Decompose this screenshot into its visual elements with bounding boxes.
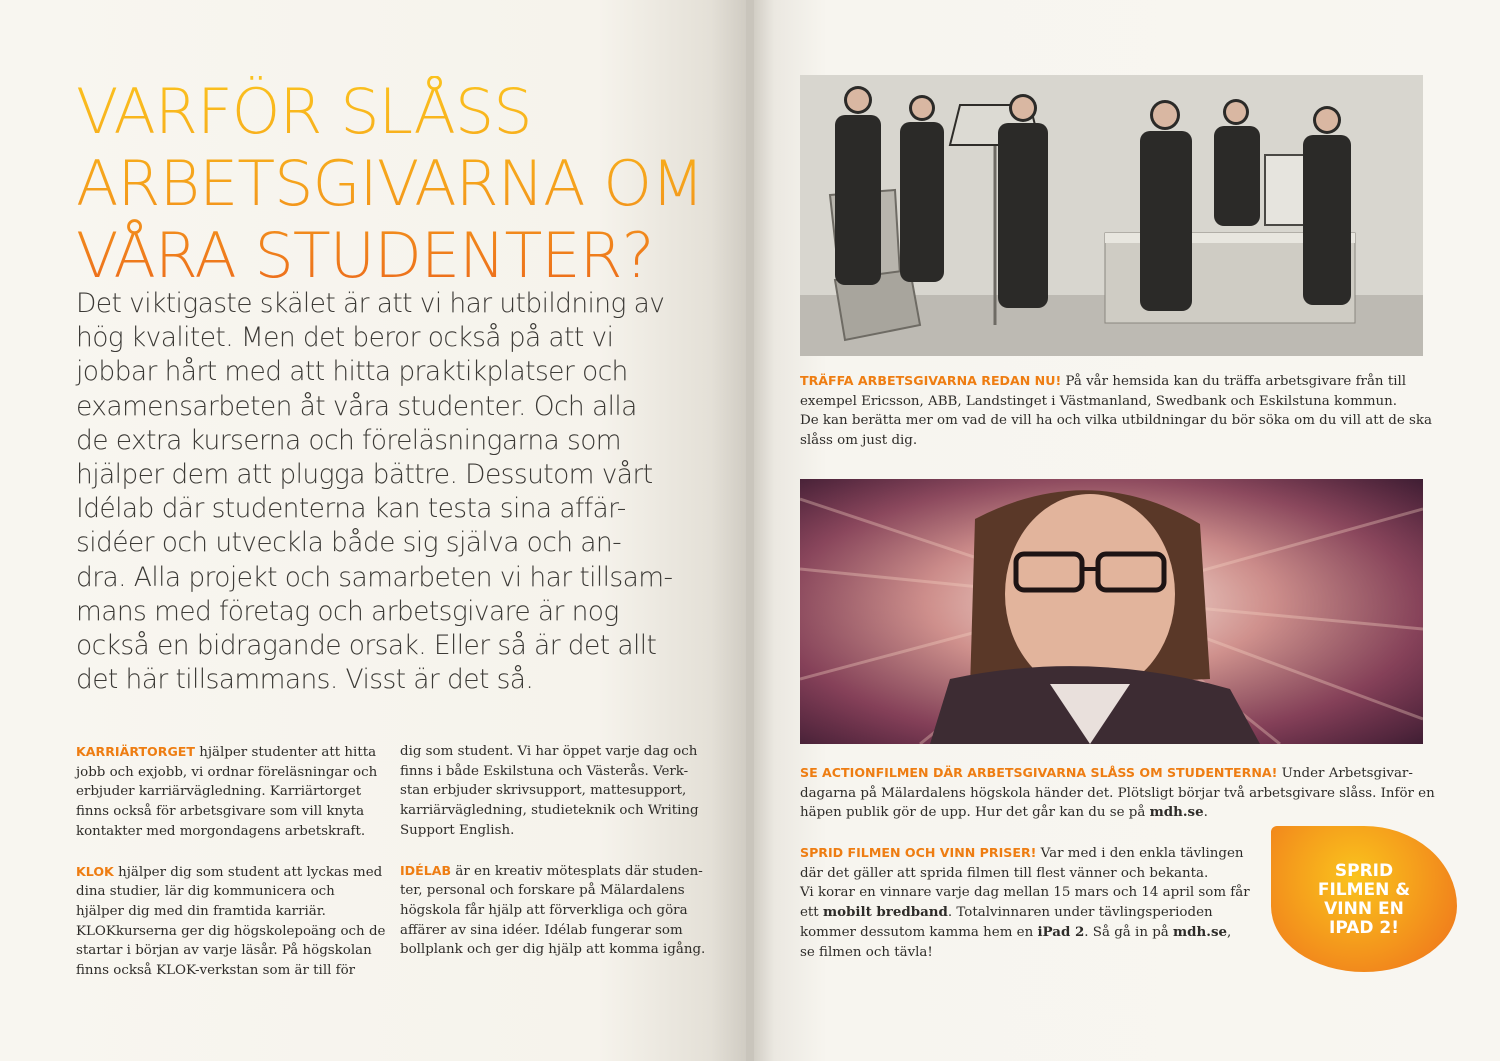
- text-line: . Totalvinnaren under tävlingsperioden: [947, 905, 1213, 921]
- text-line: På vår hemsida kan du träffa arbetsgivare från till: [1061, 374, 1407, 389]
- text-line: stan erbjuder skrivsupport, mattesupport,: [400, 783, 687, 799]
- lead-line: Idélab där studenterna kan testa sina affär-: [76, 493, 626, 525]
- lead-line: de extra kurserna och föreläsningarna som: [76, 424, 622, 456]
- text-line: dagarna på Mälardalens högskola händer det. Plötsligt börjar två arbetsgivare slåss. Inför en: [800, 785, 1435, 801]
- text-line: ,: [1227, 924, 1232, 940]
- actionfilm-paragraph: [800, 763, 1440, 823]
- text-line: finns också för arbetsgivare som vill knyta: [76, 804, 365, 820]
- headline-line: VARFÖR SLÅSS: [76, 75, 532, 148]
- text-line: finns i både Eskilstuna och Västerås. Verk-: [400, 763, 689, 779]
- employers-group-photo: [800, 75, 1423, 356]
- lead-line: det här tillsammans. Visst är det så.: [76, 664, 534, 696]
- text-line: högskola får hjälp att förverkliga och göra: [400, 902, 688, 918]
- text-line: slåss om just dig.: [800, 433, 918, 449]
- lead-line: mans med företag och arbetsgivare är nog: [76, 595, 619, 627]
- lead-line: hög kvalitet. Men det beror också på att vi: [76, 322, 614, 354]
- text-line: ter, personal och forskare på Mälardalens: [400, 883, 685, 899]
- text-line: se filmen och tävla!: [800, 944, 933, 960]
- text-line: Under Arbetsgivar-: [1277, 766, 1413, 781]
- text-line: karriärvägledning, studieteknik och Writing: [400, 803, 699, 819]
- actionfilm-keyword: SE ACTIONFILMEN DÄR ARBETSGIVARNA SLÅSS OM STUDENTERNA!: [800, 765, 1278, 780]
- text-line: bollplank och ger dig hjälp att komma igång.: [400, 942, 706, 958]
- bold-text: mobilt bredband: [822, 904, 948, 921]
- text-line: .: [1203, 805, 1208, 821]
- action-film-photo: [800, 479, 1423, 744]
- text-line: Vi korar en vinnare varje dag mellan 15 mars och 14 april som får: [800, 885, 1250, 901]
- idelab-keyword: IDÉLAB: [400, 862, 452, 878]
- lead-line: examensarbeten åt våra studenter. Och alla: [76, 390, 637, 422]
- headline-line: VÅRA STUDENTER?: [76, 219, 654, 292]
- text-line: kontakter med morgondagens arbetskraft.: [76, 823, 366, 839]
- employers-illustration: [800, 75, 1423, 356]
- lead-line: sidéer och utveckla både sig själva och an-: [76, 527, 622, 559]
- left-column: [76, 742, 386, 1001]
- badge-text: [1271, 862, 1457, 938]
- text-line: Support English.: [400, 822, 515, 838]
- text-line: hjälper studenter att hitta: [195, 745, 377, 760]
- bold-text: iPad 2: [1037, 923, 1085, 940]
- badge-line: SPRID: [1334, 861, 1394, 881]
- text-line: dig som student. Vi har öppet varje dag och: [400, 744, 698, 759]
- text-line: Var med i den enkla tävlingen: [1036, 846, 1244, 861]
- karriartorget-paragraph: [76, 742, 376, 842]
- text-line: De kan berätta mer om vad de vill ha och vilka utbildningar du bör söka om du vill att de ska: [800, 413, 1433, 429]
- text-line: där det gäller att sprida filmen till flest vänner och bekanta.: [800, 865, 1209, 881]
- traffa-keyword: TRÄFFA ARBETSGIVARNA REDAN NU!: [800, 373, 1062, 388]
- lead-line: också en bidragande orsak. Eller så är det allt: [76, 630, 657, 662]
- klok-continued-paragraph: [400, 742, 700, 841]
- text-line: exempel Ericsson, ABB, Landstinget i Västmanland, Swedbank och Eskilstuna kommun.: [800, 393, 1398, 409]
- text-line: dina studier, lär dig kommunicera och: [76, 884, 335, 900]
- lead-paragraph: [76, 287, 676, 697]
- badge-line: VINN EN: [1324, 899, 1404, 919]
- text-line: kommer dessutom kamma hem en: [800, 924, 1038, 940]
- lead-line: jobbar hårt med att hitta praktikplatser och: [76, 356, 628, 388]
- idelab-paragraph: [400, 861, 706, 961]
- klok-paragraph: [76, 862, 386, 981]
- mdh-link: mdh.se: [1173, 923, 1228, 940]
- lead-line: hjälper dem att plugga bättre. Dessutom vårt: [76, 459, 653, 491]
- text-line: KLOKkurserna ger dig högskolepoäng och de: [76, 923, 386, 939]
- page-gutter: [746, 0, 754, 1061]
- text-line: . Så gå in på: [1084, 924, 1174, 940]
- text-line: jobb och exjobb, vi ordnar föreläsningar och: [76, 764, 378, 780]
- badge-line: IPAD 2!: [1329, 918, 1399, 938]
- badge-line: FILMEN &: [1317, 880, 1411, 900]
- middle-column: [400, 742, 706, 980]
- headline-line: ARBETSGIVARNA OM: [76, 147, 704, 220]
- text-line: häpen publik gör de upp. Hur det går kan du se på: [800, 805, 1150, 821]
- text-line: är en kreativ mötesplats där studen-: [451, 863, 703, 879]
- action-illustration: [800, 479, 1423, 744]
- text-line: ett: [800, 905, 823, 921]
- karriartorget-keyword: KARRIÄRTORGET: [76, 744, 195, 759]
- lead-line: Det viktigaste skälet är att vi har utbildning av: [76, 288, 665, 319]
- sprid-keyword: SPRID FILMEN OCH VINN PRISER!: [800, 845, 1037, 860]
- text-line: erbjuder karriärvägledning. Karriärtorget: [76, 784, 362, 800]
- headline: [76, 76, 716, 292]
- text-line: finns också KLOK-verkstan som är till för: [76, 963, 356, 979]
- traffa-paragraph: [800, 371, 1440, 451]
- text-line: startar i början av varje läsår. På högskolan: [76, 943, 372, 959]
- text-line: affärer av sina idéer. Idélab fungerar som: [400, 922, 683, 938]
- klok-keyword: KLOK: [76, 863, 114, 879]
- lead-line: dra. Alla projekt och samarbeten vi har tillsam-: [76, 561, 673, 593]
- text-line: hjälper dig med din framtida karriär.: [76, 903, 326, 919]
- text-line: hjälper dig som student att lyckas med: [113, 864, 383, 880]
- mdh-link: mdh.se: [1149, 804, 1204, 821]
